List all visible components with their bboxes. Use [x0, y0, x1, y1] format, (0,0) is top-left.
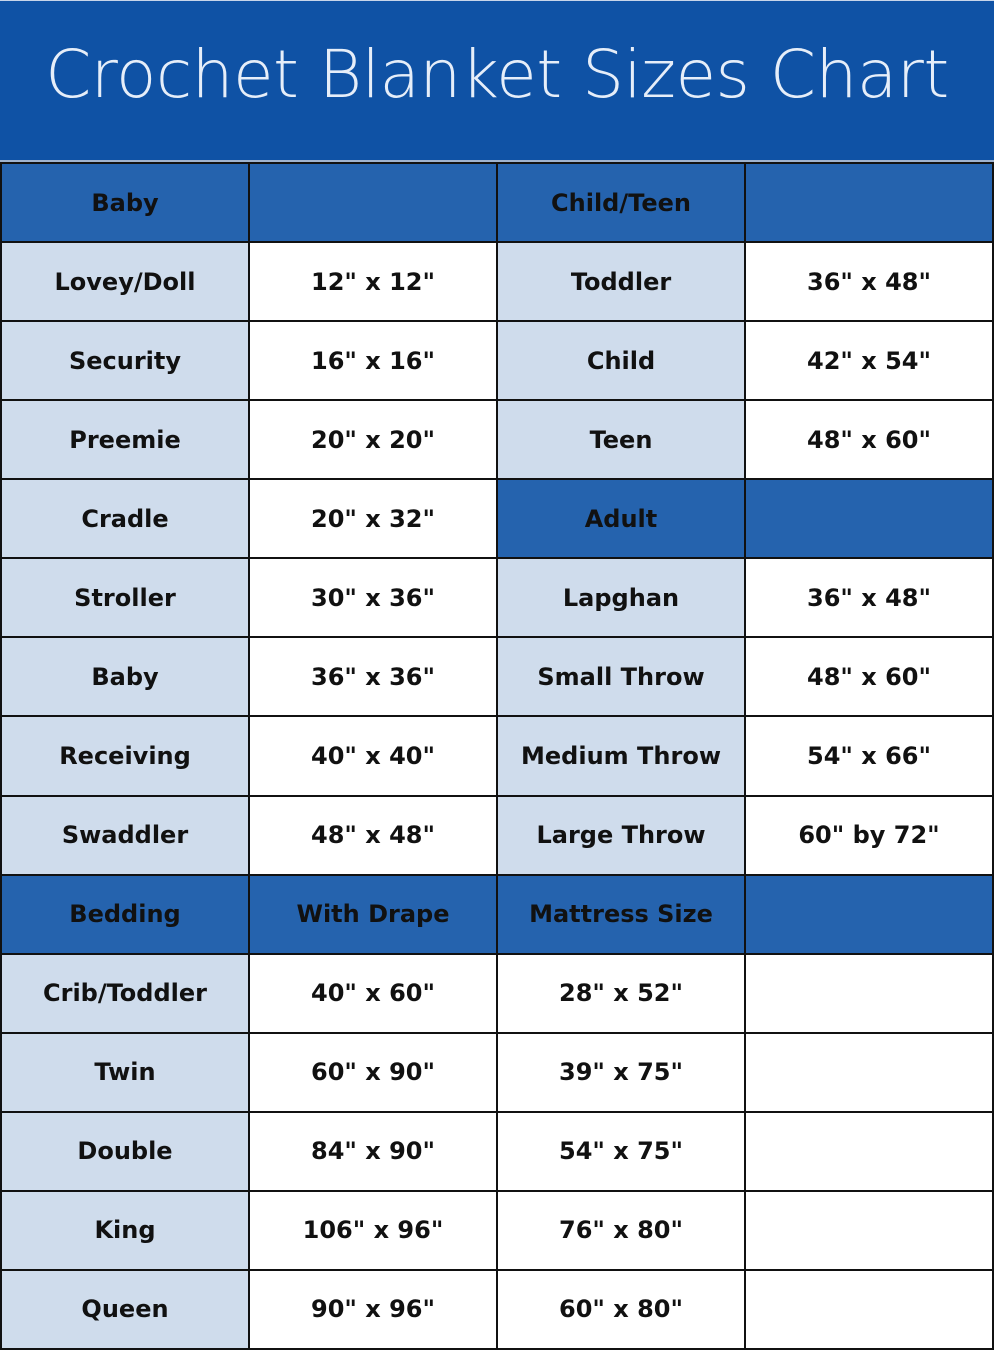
- table-row: [1, 1270, 993, 1349]
- size-label: Lovey/Doll: [1, 242, 249, 321]
- table-row: [1, 637, 993, 716]
- empty-cell: [745, 1270, 993, 1349]
- size-label: Queen: [1, 1270, 249, 1349]
- size-value: 30" x 36": [249, 558, 497, 637]
- size-label: Medium Throw: [497, 716, 745, 795]
- empty-cell: [745, 954, 993, 1033]
- table-row: [1, 558, 993, 637]
- mattress-value: 28" x 52": [497, 954, 745, 1033]
- size-label: Double: [1, 1112, 249, 1191]
- size-value: 60" x 90": [249, 1033, 497, 1112]
- title-banner: [0, 0, 994, 160]
- table-row: [1, 796, 993, 875]
- mattress-value: 76" x 80": [497, 1191, 745, 1270]
- size-value: 90" x 96": [249, 1270, 497, 1349]
- size-value: 106" x 96": [249, 1191, 497, 1270]
- size-value: 16" x 16": [249, 321, 497, 400]
- size-value: 42" x 54": [745, 321, 993, 400]
- column-header-with-drape: With Drape: [249, 875, 497, 954]
- size-label: Small Throw: [497, 637, 745, 716]
- size-value: 20" x 32": [249, 479, 497, 558]
- size-value: 60" by 72": [745, 796, 993, 875]
- size-label: Preemie: [1, 400, 249, 479]
- size-label: Twin: [1, 1033, 249, 1112]
- size-value: 20" x 20": [249, 400, 497, 479]
- size-label: Swaddler: [1, 796, 249, 875]
- size-label: Toddler: [497, 242, 745, 321]
- column-header-mattress-size: Mattress Size: [497, 875, 745, 954]
- size-label: Large Throw: [497, 796, 745, 875]
- empty-cell: [745, 1191, 993, 1270]
- size-label: Receiving: [1, 716, 249, 795]
- table-body: [1, 163, 993, 1349]
- page-title: Crochet Blanket Sizes Chart: [45, 36, 949, 113]
- section-header-blank: [745, 163, 993, 242]
- section-header-blank: [745, 479, 993, 558]
- section-header-blank: [745, 875, 993, 954]
- section-header-baby: Baby: [1, 163, 249, 242]
- empty-cell: [745, 1033, 993, 1112]
- size-label: Crib/Toddler: [1, 954, 249, 1033]
- size-value: 36" x 48": [745, 242, 993, 321]
- size-label: Lapghan: [497, 558, 745, 637]
- table-row: [1, 242, 993, 321]
- table-row: [1, 1033, 993, 1112]
- size-label: Cradle: [1, 479, 249, 558]
- size-value: 40" x 60": [249, 954, 497, 1033]
- table-row: [1, 716, 993, 795]
- empty-cell: [745, 1112, 993, 1191]
- size-label: Teen: [497, 400, 745, 479]
- mattress-value: 39" x 75": [497, 1033, 745, 1112]
- table-row: [1, 1191, 993, 1270]
- size-value: 36" x 36": [249, 637, 497, 716]
- table-row: [1, 400, 993, 479]
- section-header-blank: [249, 163, 497, 242]
- size-value: 48" x 60": [745, 637, 993, 716]
- mattress-value: 54" x 75": [497, 1112, 745, 1191]
- size-label: Stroller: [1, 558, 249, 637]
- table-row: [1, 1112, 993, 1191]
- size-value: 40" x 40": [249, 716, 497, 795]
- section-header-bedding: Bedding: [1, 875, 249, 954]
- mattress-value: 60" x 80": [497, 1270, 745, 1349]
- size-value: 36" x 48": [745, 558, 993, 637]
- size-label: Security: [1, 321, 249, 400]
- size-value: 84" x 90": [249, 1112, 497, 1191]
- blanket-sizes-table: [0, 162, 994, 1350]
- table-row: [1, 163, 993, 242]
- table-row: [1, 479, 993, 558]
- size-value: 12" x 12": [249, 242, 497, 321]
- table-row: [1, 954, 993, 1033]
- size-label: Baby: [1, 637, 249, 716]
- table-row: [1, 321, 993, 400]
- size-value: 48" x 48": [249, 796, 497, 875]
- section-header-adult: Adult: [497, 479, 745, 558]
- section-header-child-teen: Child/Teen: [497, 163, 745, 242]
- size-label: Child: [497, 321, 745, 400]
- size-label: King: [1, 1191, 249, 1270]
- size-value: 54" x 66": [745, 716, 993, 795]
- table-row: [1, 875, 993, 954]
- size-value: 48" x 60": [745, 400, 993, 479]
